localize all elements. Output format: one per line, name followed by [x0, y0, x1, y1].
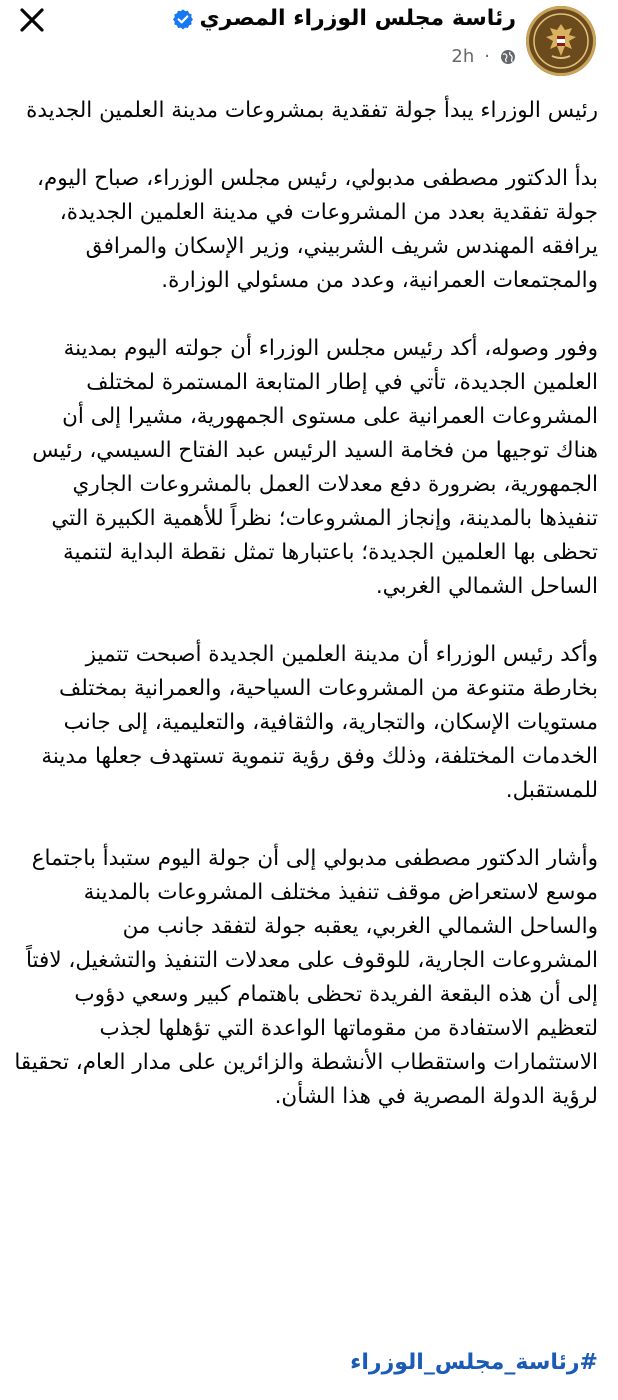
avatar[interactable] — [526, 6, 596, 76]
close-button[interactable] — [10, 0, 54, 40]
verified-badge-icon — [172, 8, 194, 30]
post-timestamp[interactable]: 2h — [451, 46, 475, 67]
post-headline: رئيس الوزراء يبدأ جولة تفقدية بمشروعات مدينة العلمين الجديدة — [26, 98, 598, 123]
close-icon — [17, 5, 47, 35]
post-paragraph: بدأ الدكتور مصطفى مدبولي، رئيس مجلس الوزراء، صباح اليوم، جولة تفقدية بعدد من المشروعات في مدينة العلمين الجديدة، يرافقه المهندس شريف الشربيني، وزير الإسكان والمرافق والمجتمعات العمرانية، وعدد من مسئولي الوزارة. — [37, 166, 598, 293]
page-name-row — [172, 6, 517, 31]
meta-separator: · — [484, 46, 490, 67]
globe-icon — [500, 49, 516, 65]
post-header — [0, 0, 618, 84]
post-paragraph: وأشار الدكتور مصطفى مدبولي إلى أن جولة اليوم ستبدأ باجتماع موسع لاستعراض موقف تنفيذ مختلف المشروعات بالمدينة والساحل الشمالي الغربي، يعقبه جولة لتفقد جانب من المشروعات الجارية، للوقوف على معدلات التنفيذ والتشغيل، لافتاً إلى أن هذه البقعة الفريدة تحظى باهتمام كبير وسعي دؤوب لتعظيم الاستفادة من مقوماتها الواعدة التي تؤهلها لجذب الاستثمارات واستقطاب الأنشطة والزائرين على مدار العام، تحقيقا لرؤية الدولة المصرية في هذا الشأن. — [14, 846, 598, 1109]
egypt-eagle-emblem-icon — [532, 12, 590, 70]
hashtag-link[interactable]: #رئاسة_مجلس_الوزراء — [350, 1350, 598, 1375]
post-paragraph: وفور وصوله، أكد رئيس مجلس الوزراء أن جولته اليوم بمدينة العلمين الجديدة، تأتي في إطار المتابعة المستمرة لمختلف المشروعات العمرانية على مستوى الجمهورية، مشيرا إلى أن هناك توجيها من فخامة السيد الرئيس عبد الفتاح السيسي، رئيس الجمهورية، بضرورة دفع معدلات العمل بالمشروعات الجاري تنفيذها بالمدينة، وإنجاز المشروعات؛ نظراً للأهمية الكبيرة التي تحظى بها العلمين الجديدة؛ باعتبارها تمثل نقطة البداية لتنمية الساحل الشمالي الغربي. — [32, 336, 598, 599]
post-text — [14, 94, 598, 1148]
page-name[interactable]: رئاسة مجلس الوزراء المصري — [199, 6, 516, 31]
post-meta — [451, 46, 516, 67]
post-paragraph: وأكد رئيس الوزراء أن مدينة العلمين الجديدة أصبحت تتميز بخارطة متنوعة من المشروعات السياحية، والعمرانية بمختلف مستويات الإسكان، والتجارية، والثقافية، والتعليمية، إلى جانب الخدمات المختلفة، وذلك وفق رؤية تنموية تستهدف جعلها مدينة للمستقبل. — [41, 642, 598, 803]
